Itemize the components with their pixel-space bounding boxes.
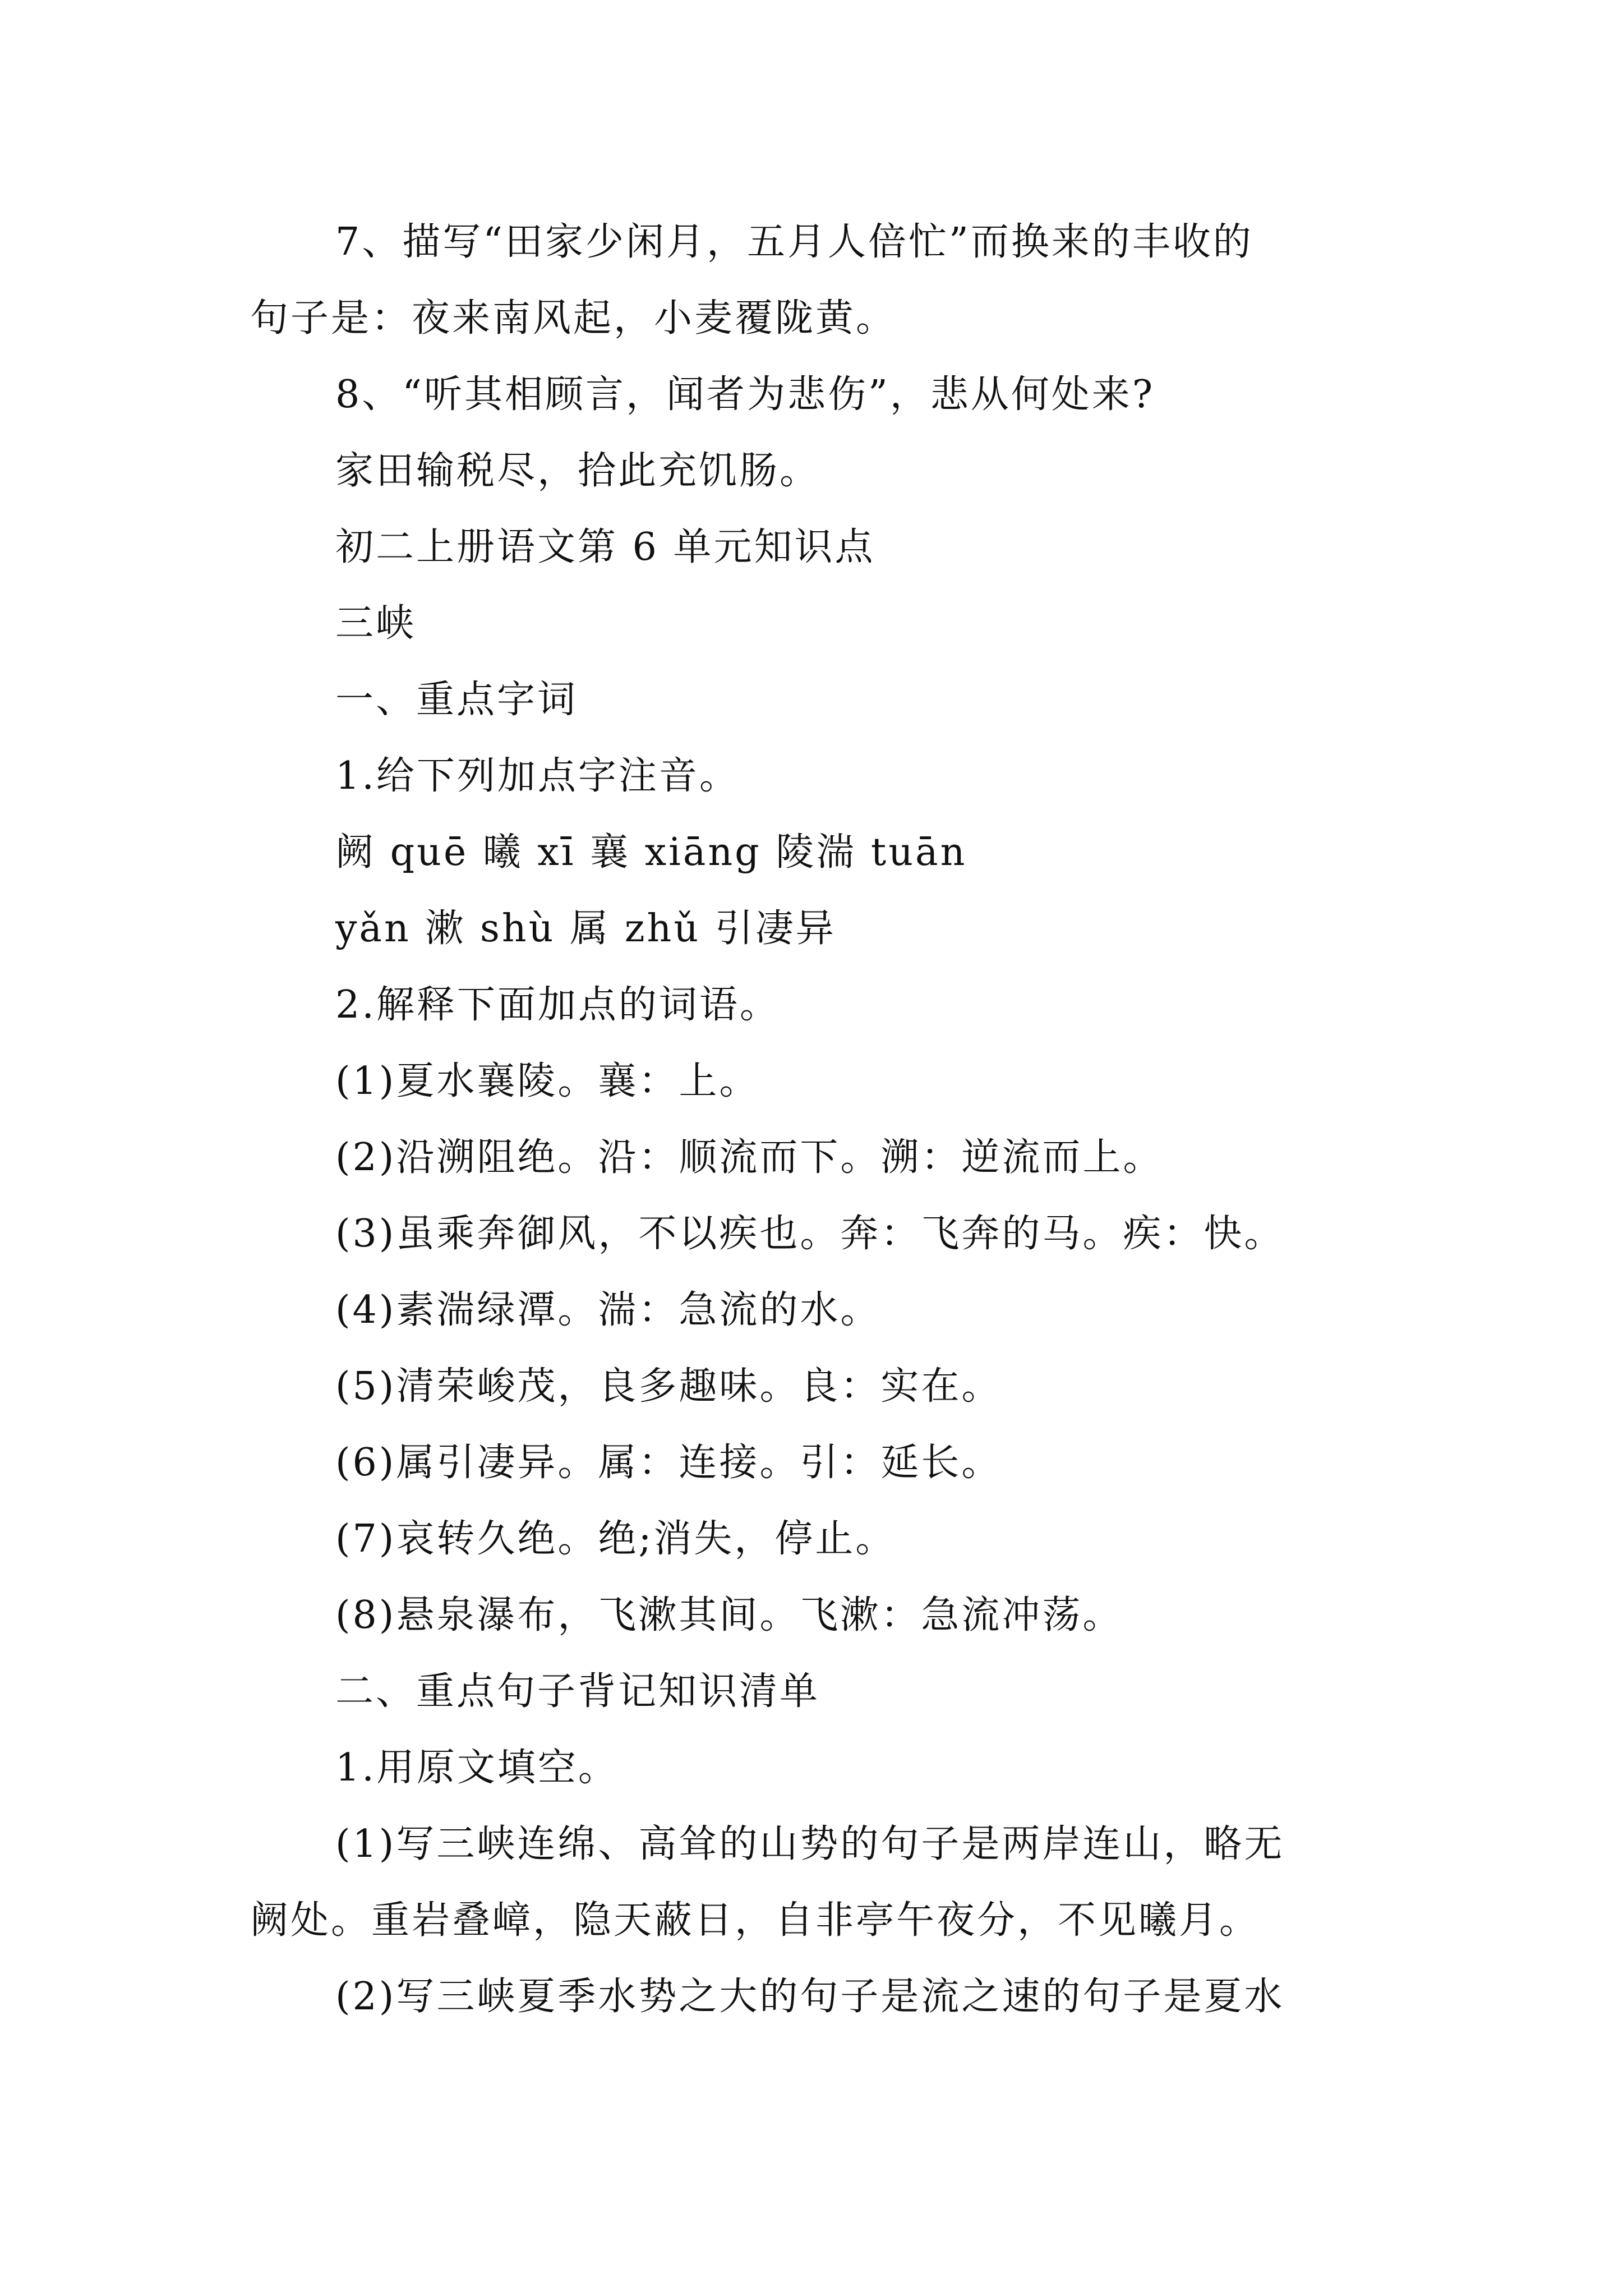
- text-line: (8)悬泉瀑布，飞漱其间。飞漱：急流冲荡。: [335, 1593, 1123, 1637]
- text-line: 家田输税尽，拾此充饥肠。: [335, 449, 820, 493]
- text-line: (5)清荣峻茂，良多趣味。良：实在。: [335, 1364, 1002, 1409]
- text-line: (2)写三峡夏季水势之大的句子是流之速的句子是夏水: [335, 1975, 1285, 2019]
- text-line: 1.用原文填空。: [335, 1746, 619, 1790]
- text-line: (2)沿溯阻绝。沿：顺流而下。溯：逆流而上。: [335, 1135, 1164, 1180]
- section-heading: 二、重点句子背记知识清单: [335, 1669, 820, 1714]
- text-line: (4)素湍绿潭。湍：急流的水。: [335, 1288, 881, 1332]
- text-line: (6)属引凄异。属：连接。引：延长。: [335, 1441, 1002, 1485]
- section-heading: 一、重点字词: [335, 678, 578, 722]
- text-line: 2.解释下面加点的词语。: [335, 983, 780, 1027]
- text-line: 8、“听其相顾言，闻者为悲伤”，悲从何处来?: [335, 372, 1155, 417]
- text-line: (7)哀转久绝。绝;消失，停止。: [335, 1517, 896, 1561]
- text-line: yǎn 漱 shù 属 zhǔ 引凄异: [335, 907, 836, 951]
- text-line: 阙处。重岩叠嶂，隐天蔽日，自非亭午夜分，不见曦月。: [250, 1898, 1260, 1943]
- text-line: 句子是：夜来南风起，小麦覆陇黄。: [250, 296, 897, 341]
- text-line: 7、描写“田家少闲月，五月人倍忙”而换来的丰收的: [335, 220, 1253, 264]
- text-line: 三峡: [335, 601, 417, 646]
- text-line: (3)虽乘奔御风，不以疾也。奔：飞奔的马。疾：快。: [335, 1212, 1285, 1256]
- text-line: 1.给下列加点字注音。: [335, 754, 740, 798]
- text-line: 初二上册语文第 6 单元知识点: [335, 525, 875, 569]
- text-line: 阙 quē 曦 xī 襄 xiāng 陵湍 tuān: [335, 830, 967, 875]
- text-line: (1)夏水襄陵。襄：上。: [335, 1059, 760, 1103]
- text-line: (1)写三峡连绵、高耸的山势的句子是两岸连山，略无: [335, 1822, 1285, 1866]
